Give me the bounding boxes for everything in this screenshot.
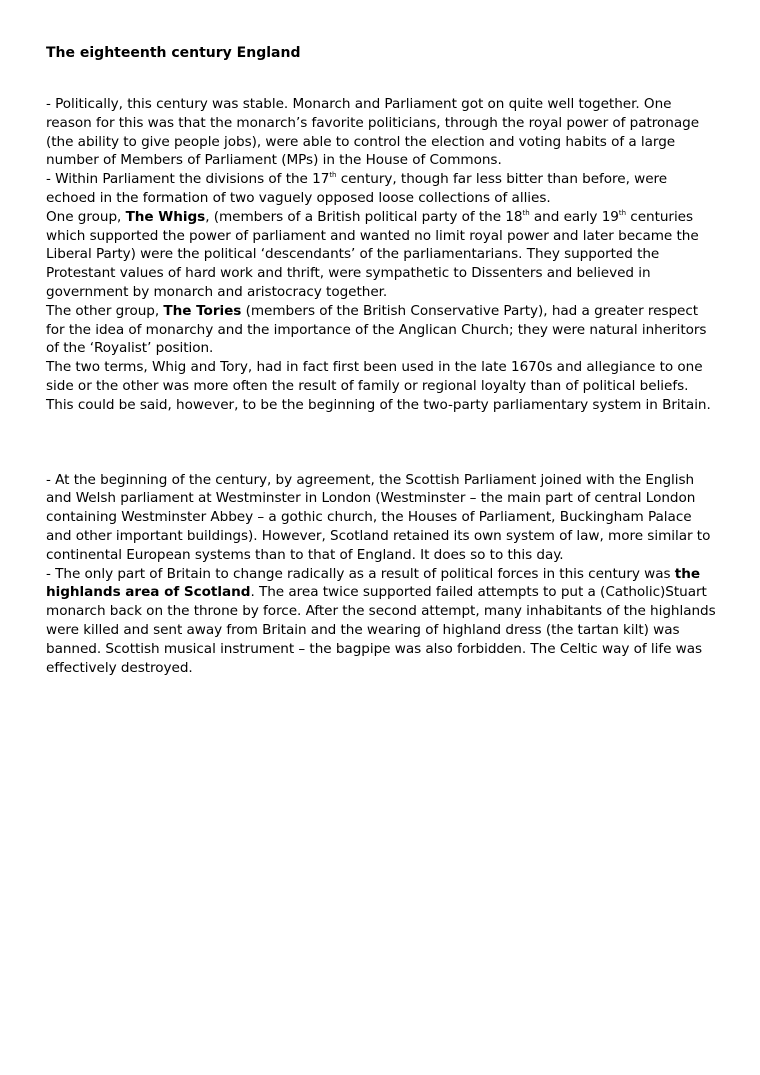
text-run: centuries which supported the power of parliament and wanted no limit royal power and later became the Liberal Party) were the political ‘descendants’ of the parliamentarians. They supported the Protestant values of hard work and thrift, were sympathetic to Dissenters and believed in government by monarch and aristocracy together. [46, 208, 699, 300]
paragraph-parliament-divisions [46, 170, 716, 208]
section-spacer [46, 415, 716, 471]
text-run: . The area twice supported failed attempts to put a (Catholic)Stuart monarch back on the throne by force. After the second attempt, many inhabitants of the highlands were killed and sent away from Britain and the wearing of highland dress (the tartan kilt) was banned. Scottish musical instrument – the bagpipe was also forbidden. The Celtic way of life was effectively destroyed. [46, 584, 716, 676]
paragraph-whigs [46, 208, 716, 302]
text-run: - The only part of Britain to change radically as a result of political forces in this century was [46, 565, 675, 582]
paragraph-scottish-parliament: - At the beginning of the century, by agreement, the Scottish Parliament joined with the English and Welsh parliament at Westminster in London (Westminster – the main part of central London containing Westminster Abbey – a gothic church, the Houses of Parliament, Buckingham Palace and other important buildings). However, Scotland retained its own system of law, more similar to continental European systems than to that of England. It does so to this day. [46, 471, 711, 563]
paragraph-two-party: The two terms, Whig and Tory, had in fact first been used in the late 1670s and allegiance to one side or the other was more often the result of family or regional loyalty than of political beliefs. This could be said, however, to be the beginning of the two-party parliamentary system in Britain. [46, 359, 711, 413]
term-highlands: the highlands area of Scotland [46, 565, 701, 601]
text-run: The other group, [46, 302, 164, 319]
text-run: , (members of a British political party of the 18 [205, 208, 523, 225]
text-run: century, though far less bitter than before, were echoed in the formation of two vaguely opposed loose collections of allies. [46, 171, 668, 206]
document-page [46, 44, 716, 677]
term-whigs: The Whigs [125, 208, 206, 225]
document-title: The eighteenth century England [46, 45, 301, 61]
text-run: (members of the British Conservative Party), had a greater respect for the idea of monarchy and the importance of the Anglican Church; they were natural inheritors of the ‘Royalist’ position. [46, 302, 707, 357]
paragraph-tories [46, 302, 716, 358]
superscript: th [329, 171, 337, 180]
text-run: One group, [46, 208, 126, 225]
superscript: th [522, 208, 530, 217]
term-tories: The Tories [163, 302, 242, 319]
superscript: th [618, 208, 626, 217]
paragraph-highlands [46, 565, 716, 678]
text-run: and early 19 [529, 208, 619, 225]
text-run: - Within Parliament the divisions of the 17 [46, 171, 330, 188]
paragraph-stability: - Politically, this century was stable. Monarch and Parliament got on quite well together. One reason for this was that the monarch’s favorite politicians, through the royal power of patronage (the ability to give people jobs), were able to control the election and voting habits of a large number of Members of Parliament (MPs) in the House of Commons. [46, 96, 700, 169]
